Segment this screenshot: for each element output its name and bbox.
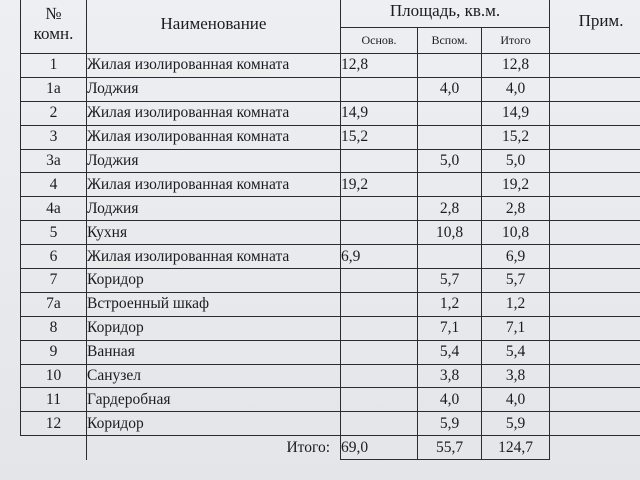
totals-total-area: 124,7 [482, 436, 550, 460]
room-number-cell: 6 [21, 245, 87, 269]
room-name-cell: Лоджия [87, 149, 341, 173]
room-name-cell: Жилая изолированная комната [87, 125, 341, 149]
table-row [21, 364, 640, 388]
table-row [21, 412, 640, 436]
room-name-cell: Жилая изолированная комната [87, 54, 341, 78]
table-row [21, 149, 640, 173]
room-number-cell: 11 [21, 388, 87, 412]
room-name-cell: Встроенный шкаф [87, 292, 341, 316]
room-number-cell: 7а [21, 292, 87, 316]
main-area-cell: 12,8 [341, 54, 418, 78]
main-area-cell [341, 77, 418, 101]
table-body [21, 54, 640, 436]
aux-area-cell: 5,0 [418, 149, 482, 173]
aux-area-cell [418, 101, 482, 125]
total-area-cell: 6,9 [482, 245, 550, 269]
note-cell [550, 364, 640, 388]
main-area-cell [341, 316, 418, 340]
room-name-cell: Санузел [87, 364, 341, 388]
note-cell [550, 388, 640, 412]
total-area-cell: 3,8 [482, 364, 550, 388]
note-cell [550, 292, 640, 316]
totals-aux-area: 55,7 [418, 436, 482, 460]
room-number-cell: 3а [21, 149, 87, 173]
room-name-cell: Жилая изолированная комната [87, 173, 341, 197]
note-cell [550, 340, 640, 364]
total-area-cell: 1,2 [482, 292, 550, 316]
total-area-cell: 4,0 [482, 77, 550, 101]
totals-main-area: 69,0 [341, 436, 418, 460]
aux-area-cell: 2,8 [418, 197, 482, 221]
room-name-cell: Лоджия [87, 77, 341, 101]
note-cell [550, 221, 640, 245]
total-area-cell: 5,4 [482, 340, 550, 364]
totals-row [21, 436, 640, 460]
main-area-cell [341, 388, 418, 412]
total-area-cell: 5,9 [482, 412, 550, 436]
main-area-cell [341, 340, 418, 364]
table-row [21, 269, 640, 293]
table-row [21, 197, 640, 221]
aux-area-cell [418, 245, 482, 269]
main-area-cell [341, 149, 418, 173]
total-area-cell: 7,1 [482, 316, 550, 340]
room-number-cell: 12 [21, 412, 87, 436]
main-area-cell [341, 197, 418, 221]
aux-area-cell: 3,8 [418, 364, 482, 388]
room-name-cell: Ванная [87, 340, 341, 364]
main-area-cell [341, 221, 418, 245]
main-area-cell: 19,2 [341, 173, 418, 197]
room-name-cell: Коридор [87, 269, 341, 293]
room-name-cell: Лоджия [87, 197, 341, 221]
table-row [21, 388, 640, 412]
total-area-cell: 2,8 [482, 197, 550, 221]
room-name-cell: Кухня [87, 221, 341, 245]
room-number-cell: 10 [21, 364, 87, 388]
total-area-cell: 12,8 [482, 54, 550, 78]
room-number-cell: 1 [21, 54, 87, 78]
note-cell [550, 173, 640, 197]
aux-area-cell: 5,7 [418, 269, 482, 293]
aux-area-cell: 5,4 [418, 340, 482, 364]
room-name-cell: Коридор [87, 412, 341, 436]
room-number-cell: 4а [21, 197, 87, 221]
table-row [21, 292, 640, 316]
room-area-table [20, 0, 640, 460]
total-area-cell: 15,2 [482, 125, 550, 149]
main-area-cell [341, 269, 418, 293]
note-cell [550, 149, 640, 173]
total-area-cell: 4,0 [482, 388, 550, 412]
table-row [21, 125, 640, 149]
aux-area-cell: 4,0 [418, 77, 482, 101]
aux-area-cell [418, 54, 482, 78]
totals-blank-cell [21, 436, 87, 460]
main-area-cell [341, 364, 418, 388]
room-number-cell: 8 [21, 316, 87, 340]
header-room-abbrev: комн. [33, 24, 74, 43]
note-cell [550, 197, 640, 221]
totals-note-cell [550, 436, 640, 460]
header-area: Площадь, кв.м. [341, 0, 550, 28]
room-number-cell: 2 [21, 101, 87, 125]
table-row [21, 340, 640, 364]
table-row [21, 221, 640, 245]
aux-area-cell: 7,1 [418, 316, 482, 340]
room-name-cell: Жилая изолированная комната [87, 245, 341, 269]
header-aux-area: Вспом. [418, 28, 482, 54]
table-row [21, 54, 640, 78]
note-cell [550, 412, 640, 436]
note-cell [550, 54, 640, 78]
header-note: Прим. [550, 0, 640, 54]
aux-area-cell: 5,9 [418, 412, 482, 436]
header-room-number [21, 0, 87, 54]
table-row [21, 316, 640, 340]
total-area-cell: 19,2 [482, 173, 550, 197]
room-number-cell: 7 [21, 269, 87, 293]
aux-area-cell: 10,8 [418, 221, 482, 245]
main-area-cell [341, 292, 418, 316]
room-name-cell: Жилая изолированная комната [87, 101, 341, 125]
main-area-cell: 14,9 [341, 101, 418, 125]
aux-area-cell [418, 125, 482, 149]
table-row [21, 101, 640, 125]
table-row [21, 245, 640, 269]
header-number-sign: № [45, 4, 62, 24]
room-number-cell: 4 [21, 173, 87, 197]
note-cell [550, 101, 640, 125]
aux-area-cell: 1,2 [418, 292, 482, 316]
room-number-cell: 3 [21, 125, 87, 149]
totals-label: Итого: [87, 436, 341, 460]
header-main-area: Основ. [341, 28, 418, 54]
room-number-cell: 9 [21, 340, 87, 364]
aux-area-cell: 4,0 [418, 388, 482, 412]
total-area-cell: 14,9 [482, 101, 550, 125]
room-name-cell: Коридор [87, 316, 341, 340]
note-cell [550, 316, 640, 340]
room-number-cell: 1а [21, 77, 87, 101]
header-total-area: Итого [482, 28, 550, 54]
main-area-cell: 6,9 [341, 245, 418, 269]
header-name: Наименование [87, 0, 341, 54]
note-cell [550, 77, 640, 101]
note-cell [550, 125, 640, 149]
table-row [21, 77, 640, 101]
aux-area-cell [418, 173, 482, 197]
room-number-cell: 5 [21, 221, 87, 245]
note-cell [550, 245, 640, 269]
main-area-cell: 15,2 [341, 125, 418, 149]
total-area-cell: 10,8 [482, 221, 550, 245]
table-header [21, 0, 640, 54]
main-area-cell [341, 412, 418, 436]
total-area-cell: 5,0 [482, 149, 550, 173]
note-cell [550, 269, 640, 293]
table-row [21, 173, 640, 197]
total-area-cell: 5,7 [482, 269, 550, 293]
room-name-cell: Гардеробная [87, 388, 341, 412]
